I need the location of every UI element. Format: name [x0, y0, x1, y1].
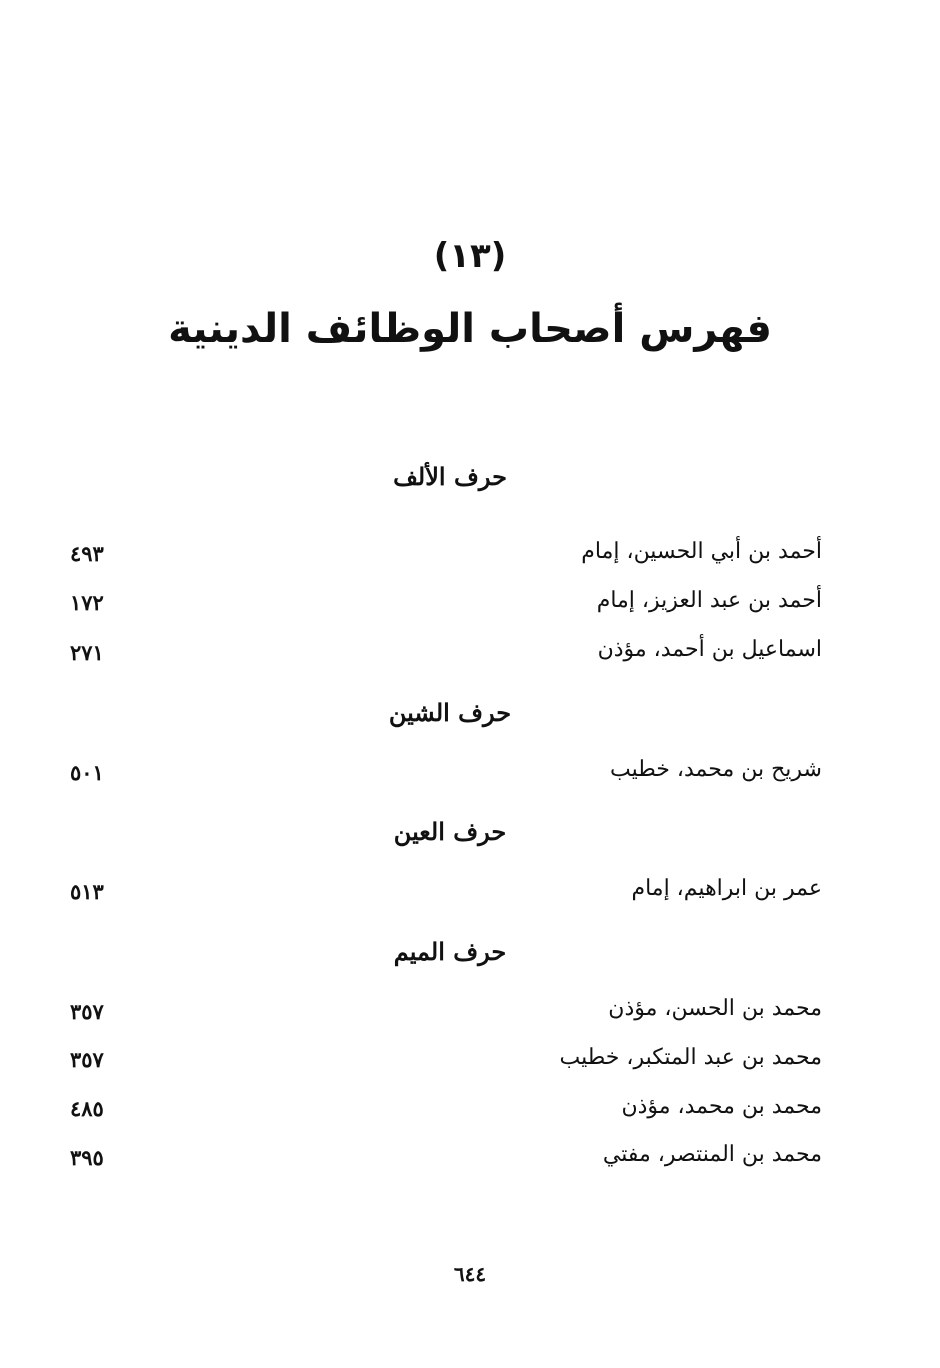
entry-page: ٢٧١: [70, 640, 104, 665]
entry-page: ٤٩٣: [70, 541, 104, 566]
entry-name: أحمد بن عبد العزيز، إمام: [596, 588, 822, 613]
entry-name: عمر بن ابراهيم، إمام: [631, 876, 822, 901]
section-heading-ain: حرف العين: [393, 817, 507, 846]
entry-name: أحمد بن أبي الحسين، إمام: [581, 539, 822, 564]
entry-page: ٣٩٥: [70, 1145, 104, 1170]
section-heading-alif: حرف الألف: [393, 462, 507, 491]
entry-page: ٣٥٧: [70, 999, 104, 1024]
entry-name: محمد بن المنتصر، مفتي: [602, 1142, 822, 1167]
index-number: (١٣): [433, 236, 507, 276]
entry-page: ١٧٢: [70, 590, 104, 615]
entry-name: محمد بن عبد المتكبر، خطيب: [559, 1045, 822, 1070]
entry-page: ٥١٣: [70, 879, 104, 904]
entry-page: ٥٠١: [70, 760, 104, 785]
index-title: فهرس أصحاب الوظائف الدينية: [168, 306, 772, 352]
entry-name: محمد بن الحسن، مؤذن: [608, 996, 822, 1021]
entry-page: ٣٥٧: [70, 1047, 104, 1072]
entry-name: محمد بن محمد، مؤذن: [621, 1094, 822, 1119]
section-heading-mim: حرف الميم: [393, 937, 507, 966]
entry-name: اسماعيل بن أحمد، مؤذن: [597, 637, 822, 662]
page-number: ٦٤٤: [453, 1262, 487, 1286]
entry-name: شريح بن محمد، خطيب: [610, 757, 822, 782]
entry-page: ٤٨٥: [70, 1096, 104, 1121]
section-heading-shin: حرف الشين: [388, 698, 512, 727]
